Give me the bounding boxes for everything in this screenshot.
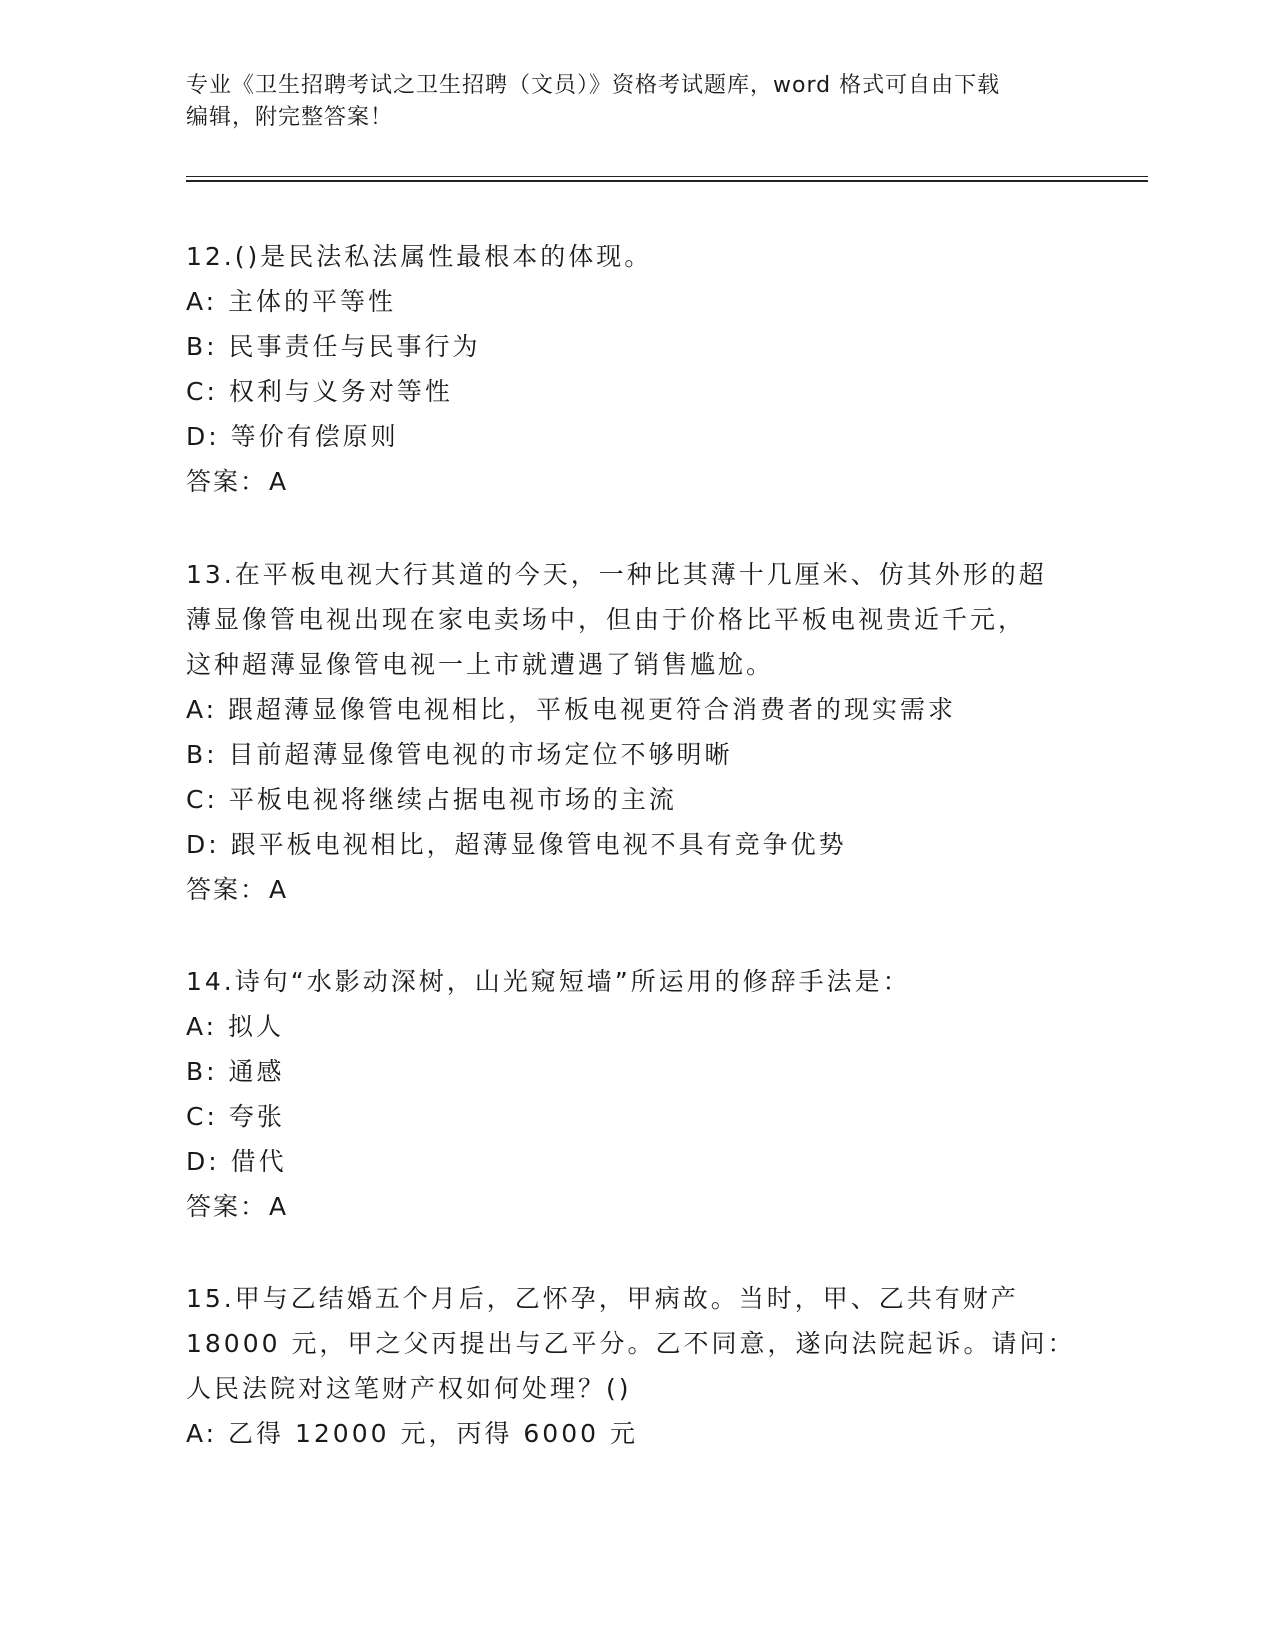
answer-value: A: [269, 1192, 289, 1221]
option-a: A: 跟超薄显像管电视相比，平板电视更符合消费者的现实需求: [186, 695, 957, 724]
option-a: A: 拟人: [186, 1012, 285, 1041]
option-d: D: 借代: [186, 1147, 287, 1176]
question-stem-line-2: 18000 元，甲之父丙提出与乙平分。乙不同意，遂向法院起诉。请问：: [186, 1329, 1076, 1358]
question-stem: 14.诗句“水影动深树，山光窥短墙”所运用的修辞手法是：: [186, 967, 911, 996]
answer-line: [186, 459, 1086, 504]
option-c: C: 平板电视将继续占据电视市场的主流: [186, 785, 677, 814]
header-line-1: 专业《卫生招聘考试之卫生招聘（文员）》资格考试题库，word 格式可自由下载: [186, 73, 1001, 98]
option-a: A: 主体的平等性: [186, 287, 397, 316]
question-stem: 12.()是民法私法属性最根本的体现。: [186, 242, 653, 271]
answer-label: 答案：: [186, 467, 268, 496]
option-d: D: 等价有偿原则: [186, 422, 399, 451]
answer-label: 答案：: [186, 875, 268, 904]
option-b: B: 民事责任与民事行为: [186, 332, 481, 361]
document-header: [186, 70, 1066, 134]
question-13: [186, 552, 1086, 912]
question-12: [186, 234, 1086, 504]
option-d: D: 跟平板电视相比，超薄显像管电视不具有竞争优势: [186, 830, 847, 859]
question-stem-line-1: 13.在平板电视大行其道的今天，一种比其薄十几厘米、仿其外形的超: [186, 560, 1047, 589]
option-a: A: 乙得 12000 元，丙得 6000 元: [186, 1419, 638, 1448]
question-stem-line-1: 15.甲与乙结婚五个月后，乙怀孕，甲病故。当时，甲、乙共有财产: [186, 1284, 1019, 1313]
question-stem-line-3: 这种超薄显像管电视一上市就遭遇了销售尴尬。: [186, 650, 775, 679]
question-stem-line-3: 人民法院对这笔财产权如何处理？(): [186, 1374, 632, 1403]
option-b: B: 目前超薄显像管电视的市场定位不够明晰: [186, 740, 733, 769]
answer-label: 答案：: [186, 1192, 268, 1221]
question-stem-line-2: 薄显像管电视出现在家电卖场中，但由于价格比平板电视贵近千元，: [186, 605, 1027, 634]
option-c: C: 夸张: [186, 1102, 285, 1131]
header-divider: [186, 176, 1148, 182]
answer-value: A: [269, 467, 289, 496]
answer-line: [186, 1184, 1086, 1229]
question-14: [186, 959, 1086, 1229]
answer-value: A: [269, 875, 289, 904]
header-line-2: 编辑，附完整答案！: [186, 105, 394, 130]
question-15: [186, 1276, 1086, 1456]
answer-line: [186, 867, 1086, 912]
option-c: C: 权利与义务对等性: [186, 377, 453, 406]
option-b: B: 通感: [186, 1057, 285, 1086]
